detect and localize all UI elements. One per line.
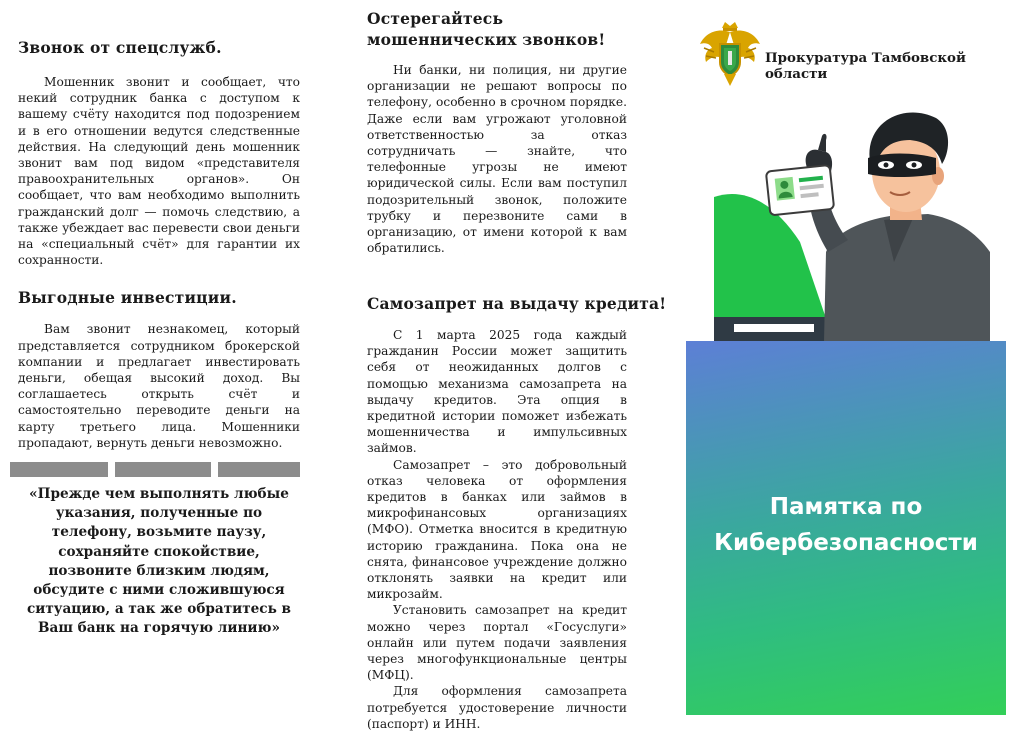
- quote-block: [18, 485, 300, 639]
- section-title-beware-line2: мошеннических звонков!: [367, 30, 606, 49]
- separator-bar-3: [218, 462, 300, 477]
- section-text-special-services: Мошенник звонит и сообщает, что некий сотрудник банка с доступом к вашему счёту находится под подозрением и в его отношении ведутся следственные действия. На следующий день мошенник звонит вам под видом «представителя правоохранительных органов». Он сообщает, что вам необходимо выполнить гражданский долг — помочь следствию, а также убеждает вас перевести свои деньги на «специальный счёт» для гарантии их сохранности.: [18, 75, 300, 268]
- middle-column: [367, 0, 627, 256]
- hacker-illustration: [714, 92, 990, 342]
- self-ban-paragraph-4: Для оформления самозапрета потребуется удостоверение личности (паспорт) и ИНН.: [367, 684, 627, 731]
- separator-bar-2: [115, 462, 211, 477]
- section-title-self-ban: Самозапрет на выдачу кредита!: [367, 294, 667, 313]
- separator-bar-1: [10, 462, 108, 477]
- cover-panel: [686, 341, 1006, 715]
- self-ban-paragraph-1: С 1 марта 2025 года каждый гражданин России может защитить себя от неожиданных долгов с помощью механизма самозапрета на выдачу кредитов. Эта опция в кредитной истории поможет избежать мошенничества и импульсивных займов.: [367, 328, 627, 456]
- middle-column-lower: [367, 294, 667, 732]
- section-text-investments: Вам звонит незнакомец, который представляется сотрудником брокерской компании и предлагает инвестировать деньги, обещая высокий доход. Вы соглашаетесь открыть счёт и самостоятельно переводите деньги на карту третьего лица. Мошенники пропадают, вернуть деньги невозможно.: [18, 322, 300, 450]
- left-column: [18, 0, 300, 451]
- section-title-investments: Выгодные инвестиции.: [18, 288, 237, 308]
- cover-title-line1: Памятка по: [769, 494, 923, 520]
- self-ban-paragraph-2: Самозапрет – это добровольный отказ человека от оформления кредитов в банках или займов в микрофинансовых организациях (МФО). Отметка вносится в кредитную историю гражданина. Пока она не снята, финансовое учреждение должно отклонять заявки на кредит или микрозайм.: [367, 457, 627, 602]
- section-title-beware-line1: Остерегайтесь: [367, 9, 504, 28]
- cover-title: [686, 489, 1006, 561]
- section-title-special-services: Звонок от спецслужб.: [18, 38, 222, 57]
- organization-name: Прокуратура Тамбовской области: [765, 50, 966, 82]
- prosecutor-emblem-icon: [694, 18, 766, 90]
- self-ban-paragraph-3: Установить самозапрет на кредит можно через портал «Госуслуги» онлайн или путем подачи заявления через многофункциональные центры (МФЦ).: [367, 603, 627, 683]
- cover-title-line2: Кибербезопасности: [714, 530, 978, 556]
- section-text-beware: Ни банки, ни полиция, ни другие организации не решают вопросы по телефону, особенно в срочном порядке. Даже если вам угрожают уголовной ответственностью за отказ сотрудничать — знайте, что телефонные угрозы не имеют юридической силы. Если вам поступил подозрительный звонок, положите трубку и перезвоните сами в организацию, от имени которой к вам обратились.: [367, 63, 627, 256]
- safety-quote: «Прежде чем выполнять любые указания, полученные по телефону, возьмите паузу, сохраняйте спокойствие, позвоните близким людям, обсудите с ними сложившуюся ситуацию, а так же обратитесь в Ваш банк на горячую линию»: [27, 486, 291, 637]
